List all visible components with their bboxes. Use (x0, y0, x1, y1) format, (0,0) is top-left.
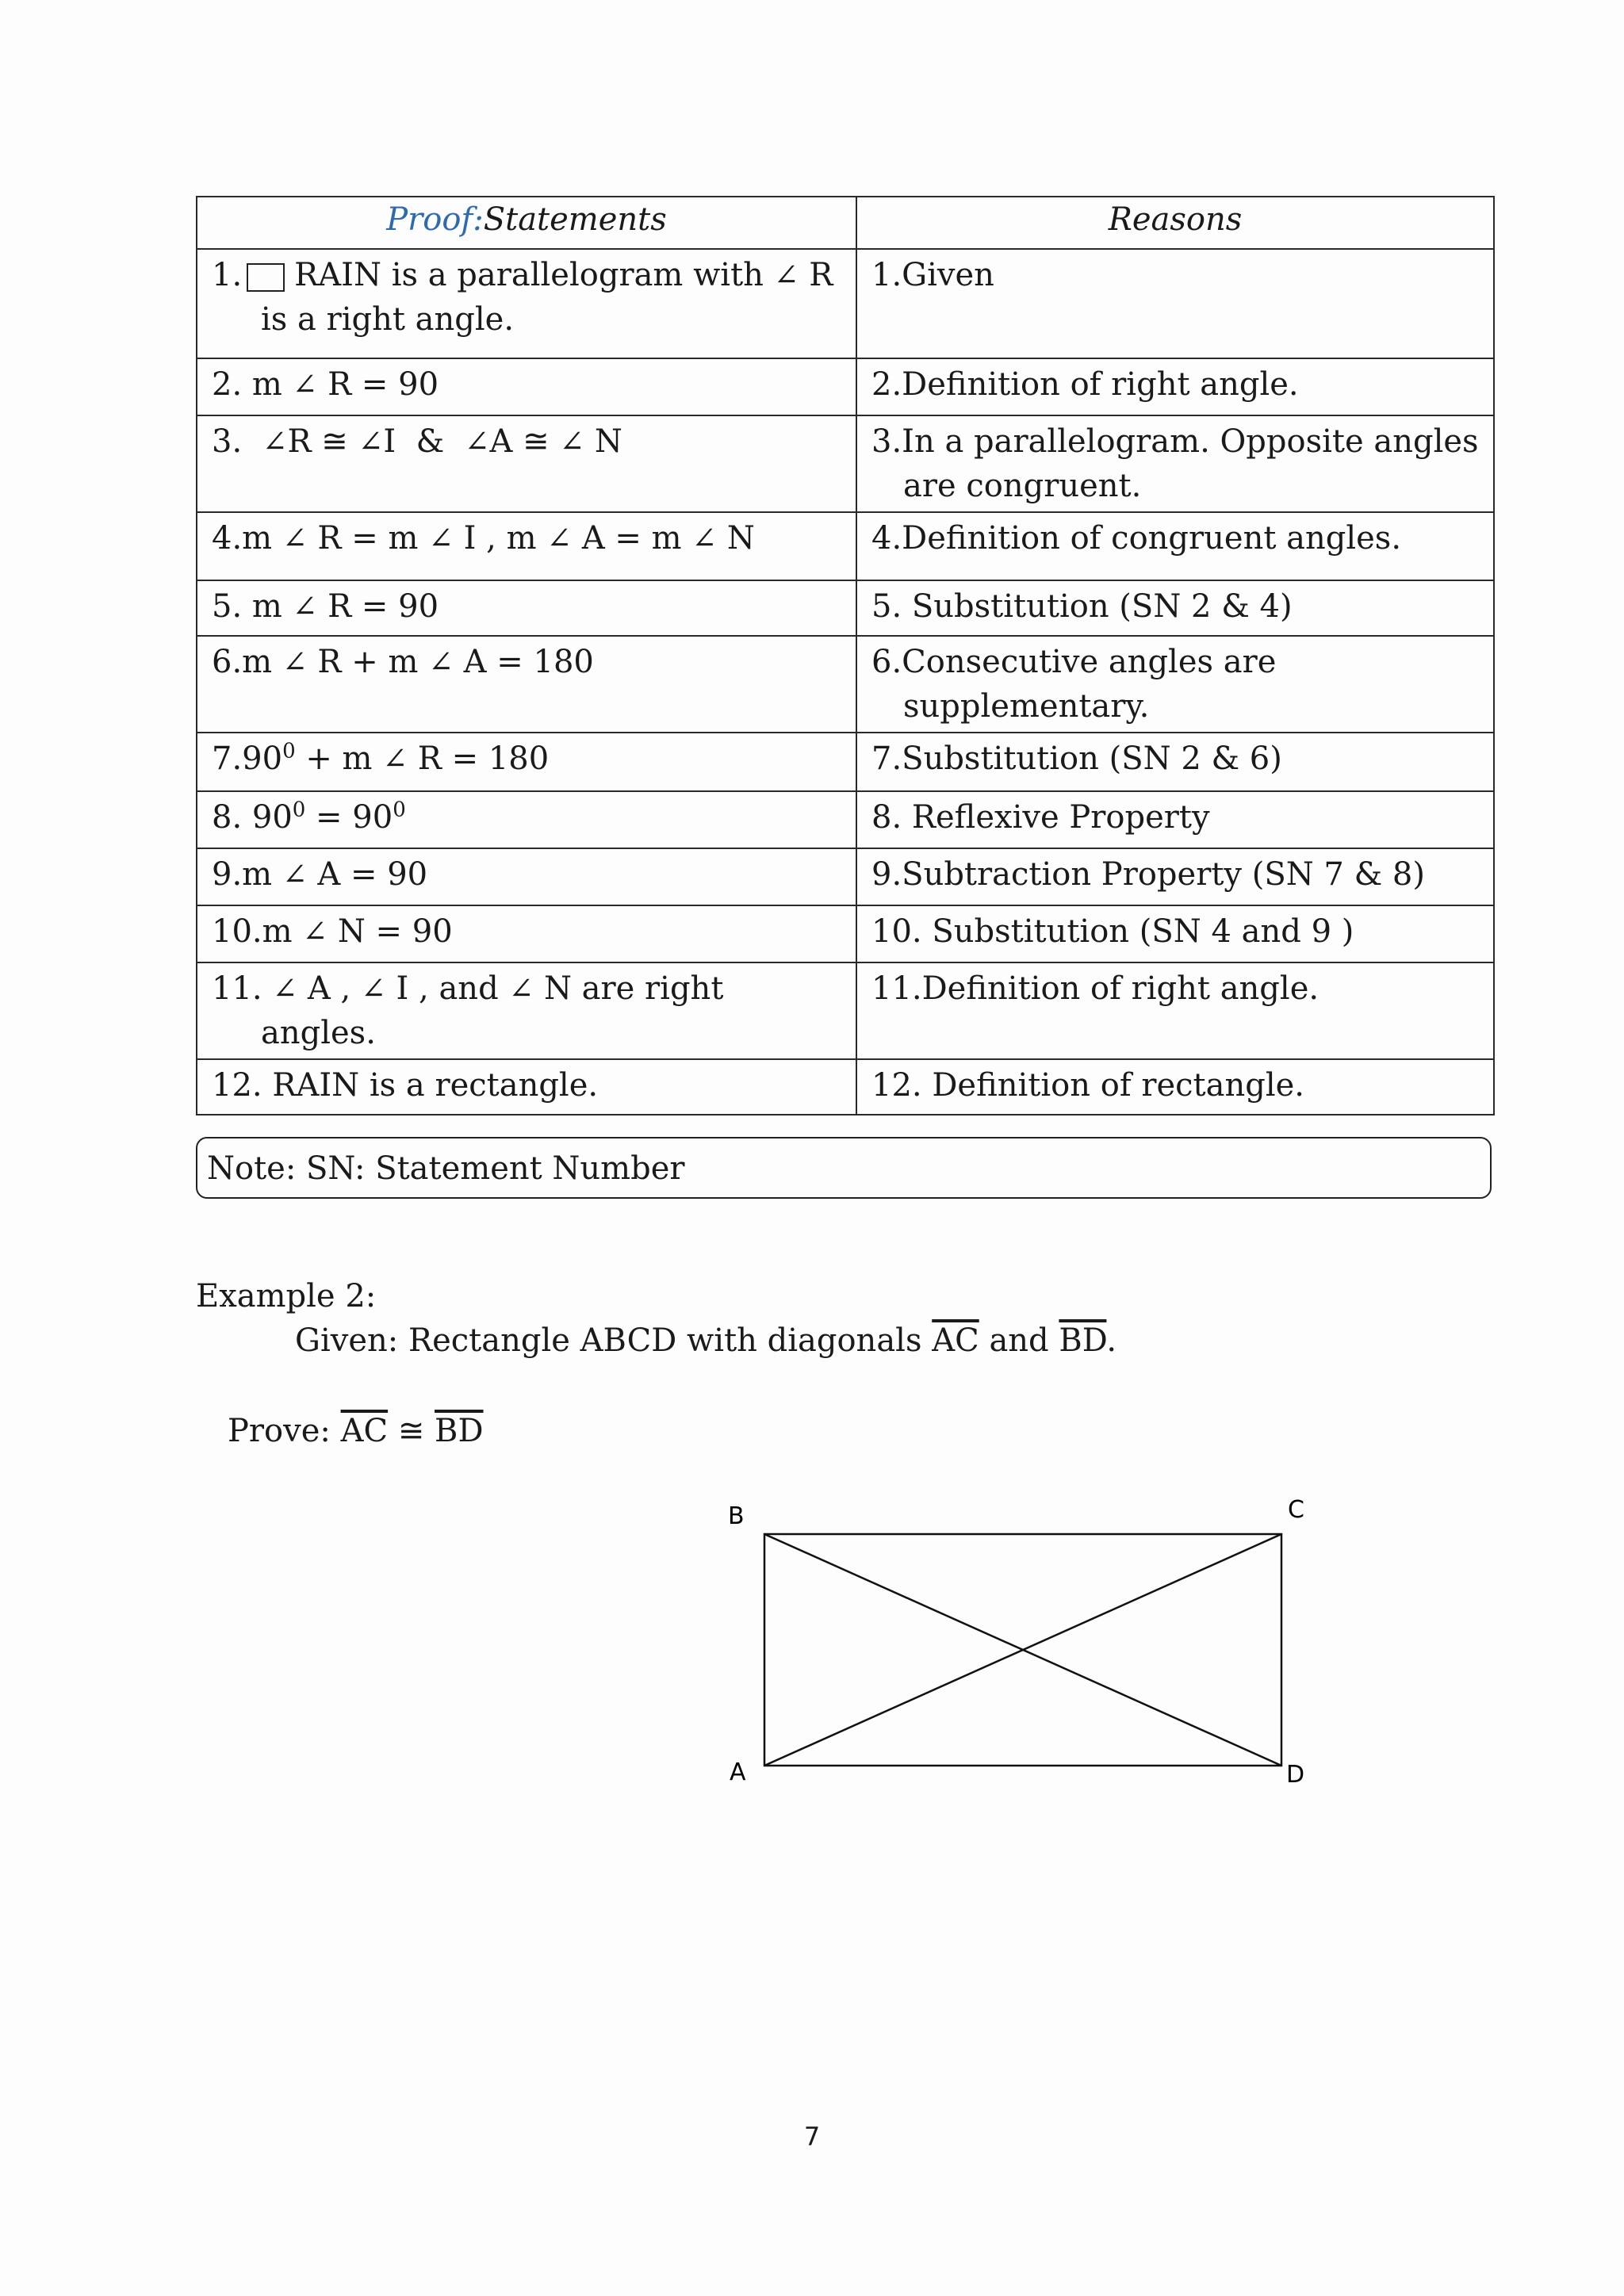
segment-bd: $\overline{BD}$ (435, 1413, 484, 1449)
angle-icon: ∠ (464, 424, 490, 459)
table-row (197, 791, 1494, 848)
angle-icon: ∠ (382, 741, 408, 776)
table-row (197, 848, 1494, 905)
reason-cell: 9.Subtraction Property (SN 7 & 8) (856, 848, 1494, 905)
reason-cell: 3.In a parallelogram. Opposite angles are congruent. (856, 415, 1494, 512)
statement-cell: 8. $90^0 = 90^0$ (197, 791, 856, 848)
statement-cell: 7.90$^0$ + m ∠ R = 180 (197, 733, 856, 791)
angle-icon: ∠ (773, 258, 799, 293)
note-box: Note: SN: Statement Number (196, 1137, 1492, 1199)
statement-cell: 4.m ∠ R = m ∠ I , m ∠ A = m ∠ N (197, 512, 856, 580)
table-row (197, 512, 1494, 580)
parallelogram-icon (247, 263, 285, 292)
segment-ac: $\overline{AC}$ (932, 1322, 979, 1359)
reason-cell: 8. Reflexive Property (856, 791, 1494, 848)
reason-cell: 7.Substitution (SN 2 & 6) (856, 733, 1494, 791)
reason-cell: 4.Definition of congruent angles. (856, 512, 1494, 580)
statement-cell: 10.m ∠ N = 90 (197, 905, 856, 962)
prove-statement: Prove: $\overline{AC}$ ≅ $\overline{BD}$ (228, 1413, 484, 1449)
table-row (197, 415, 1494, 512)
angle-icon: ∠ (546, 521, 573, 556)
reasons-header (856, 197, 1494, 249)
rectangle-figure (714, 1483, 1332, 1792)
table-header-row (197, 197, 1494, 249)
table-row (197, 636, 1494, 733)
reason-cell: 1.Given (856, 249, 1494, 358)
statement-cell: 12. RAIN is a rectangle. (197, 1059, 856, 1115)
angle-icon: ∠ (559, 424, 585, 459)
reason-cell: 6.Consecutive angles are supplementary. (856, 636, 1494, 733)
angle-icon: ∠ (691, 521, 718, 556)
vertex-label-d: D (1286, 1761, 1305, 1789)
reason-cell: 12. Definition of rectangle. (856, 1059, 1494, 1115)
reason-cell: 11.Definition of right angle. (856, 962, 1494, 1059)
vertex-label-c: C (1288, 1496, 1304, 1524)
statement-cell: 5. m ∠ R = 90 (197, 580, 856, 636)
angle-icon: ∠ (292, 589, 318, 624)
statement-cell: 1. RAIN is a parallelogram with ∠ R is a right angle. (197, 249, 856, 358)
given-statement: Given: Rectangle ABCD with diagonals $\overline{AC}$ and $\overline{BD}$. (295, 1322, 1117, 1359)
table-row (197, 962, 1494, 1059)
table-row (197, 249, 1494, 358)
reason-cell: 5. Substitution (SN 2 & 4) (856, 580, 1494, 636)
angle-icon: ∠ (282, 645, 308, 679)
angle-icon: ∠ (272, 971, 298, 1006)
statement-cell: 3. ∠R ≅ ∠I & ∠A ≅ ∠ N (197, 415, 856, 512)
angle-icon: ∠ (282, 857, 308, 892)
angle-icon: ∠ (508, 971, 534, 1006)
proof-table (196, 196, 1495, 1115)
statements-header (197, 197, 856, 249)
vertex-label-a: A (730, 1758, 746, 1786)
example-heading: Example 2: (196, 1278, 377, 1314)
statement-cell: 6.m ∠ R + m ∠ A = 180 (197, 636, 856, 733)
segment-bd: $\overline{BD}$ (1059, 1322, 1107, 1359)
angle-icon: ∠ (282, 521, 308, 556)
table-row (197, 733, 1494, 791)
proof-label: Proof: (386, 201, 484, 238)
angle-icon: ∠ (360, 971, 386, 1006)
table-row (197, 580, 1494, 636)
segment-ac: $\overline{AC}$ (340, 1413, 389, 1449)
table-row (197, 1059, 1494, 1115)
statements-label: Statements (483, 201, 667, 238)
statement-cell: 2. m ∠ R = 90 (197, 358, 856, 415)
angle-icon: ∠ (262, 424, 288, 459)
angle-icon: ∠ (302, 914, 328, 949)
reason-cell: 2.Definition of right angle. (856, 358, 1494, 415)
angle-icon: ∠ (358, 424, 384, 459)
table-row (197, 905, 1494, 962)
statement-cell: 9.m ∠ A = 90 (197, 848, 856, 905)
reasons-label: Reasons (1108, 201, 1243, 238)
table-row (197, 358, 1494, 415)
angle-icon: ∠ (428, 521, 454, 556)
angle-icon: ∠ (428, 645, 454, 679)
vertex-label-b: B (728, 1502, 745, 1530)
angle-icon: ∠ (292, 367, 318, 402)
page-number: 7 (803, 2122, 821, 2152)
reason-cell: 10. Substitution (SN 4 and 9 ) (856, 905, 1494, 962)
statement-cell: 11. ∠ A , ∠ I , and ∠ N are right angles. (197, 962, 856, 1059)
